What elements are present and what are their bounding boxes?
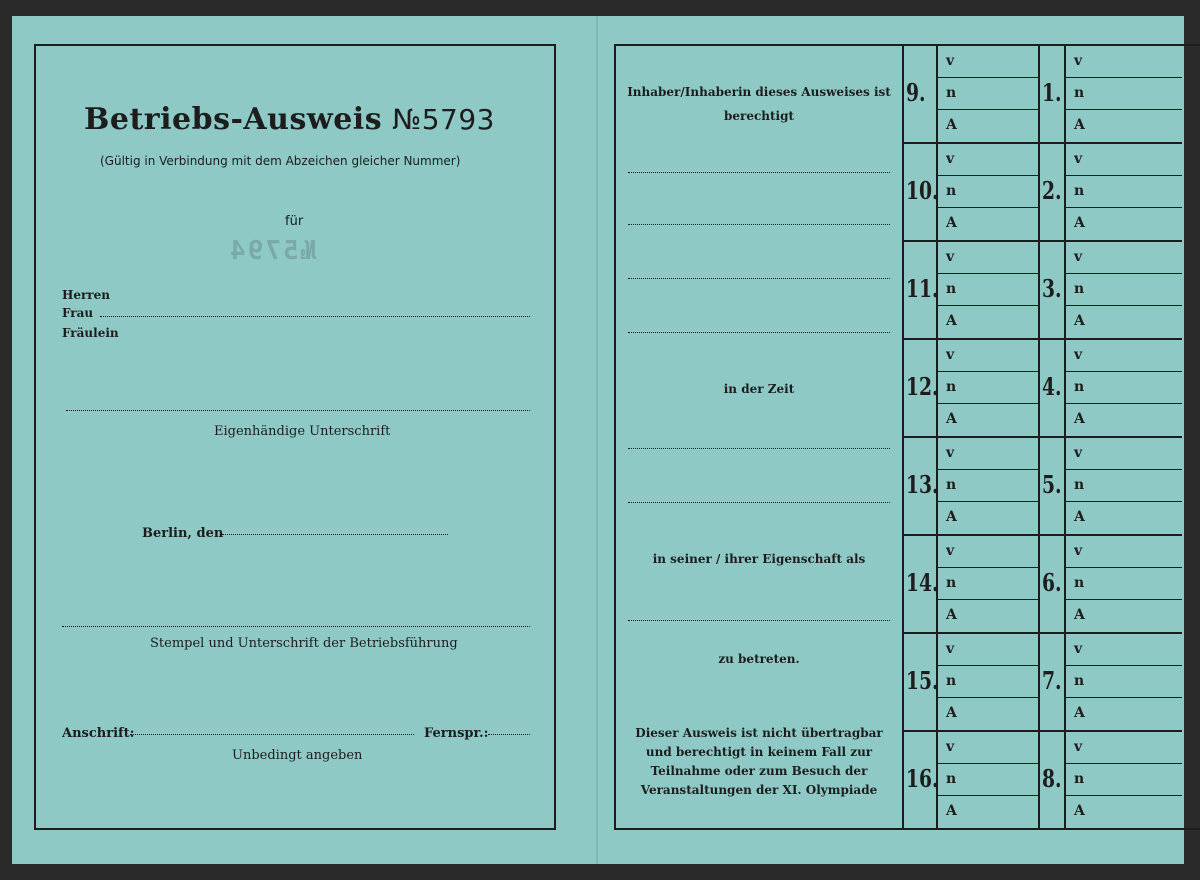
slot-right[interactable] xyxy=(1066,274,1182,306)
day-number-right: 7. xyxy=(1042,666,1062,695)
slot-label: n xyxy=(1074,183,1085,199)
slot-left[interactable] xyxy=(938,666,1038,698)
slot-left[interactable] xyxy=(938,110,1038,142)
grid-block xyxy=(902,634,1182,732)
slot-label: n xyxy=(946,281,957,297)
slot-label: A xyxy=(946,705,957,721)
slot-right[interactable] xyxy=(1066,208,1182,240)
slot-label: A xyxy=(1074,607,1085,623)
slot-label: A xyxy=(946,509,957,525)
slot-right[interactable] xyxy=(1066,764,1182,796)
grid-block xyxy=(902,732,1182,830)
day-number-left: 14. xyxy=(906,568,939,597)
slot-right[interactable] xyxy=(1066,372,1182,404)
time-line-2[interactable] xyxy=(628,502,890,503)
grid-block xyxy=(902,144,1182,242)
phone-label: Fernspr.: xyxy=(424,726,489,741)
slot-label: v xyxy=(946,151,955,167)
slot-label: A xyxy=(946,803,957,819)
slot-left[interactable] xyxy=(938,372,1038,404)
phone-line[interactable] xyxy=(488,734,530,735)
slot-left[interactable] xyxy=(938,600,1038,632)
zeit-label: in der Zeit xyxy=(723,382,795,396)
slot-label: n xyxy=(1074,281,1085,297)
slot-left[interactable] xyxy=(938,438,1038,470)
slot-right[interactable] xyxy=(1066,110,1182,142)
slot-label: v xyxy=(1074,641,1083,657)
slot-left[interactable] xyxy=(938,634,1038,666)
slot-left[interactable] xyxy=(938,404,1038,436)
stamp-line[interactable] xyxy=(62,626,530,627)
day-number-left: 10. xyxy=(906,176,939,205)
slot-right[interactable] xyxy=(1066,536,1182,568)
address-label: Anschrift: xyxy=(62,726,135,741)
slot-right[interactable] xyxy=(1066,78,1182,110)
slot-right[interactable] xyxy=(1066,176,1182,208)
grid-block xyxy=(902,438,1182,536)
olympiade-note: Dieser Ausweis ist nicht übertragbar und berechtigt in keinem Fall zur Teilnahme oder zum Besuch der Veranstaltungen der XI. Olympiade xyxy=(635,726,883,797)
day-number-right: 3. xyxy=(1042,274,1062,303)
slot-label: v xyxy=(946,739,955,755)
slot-label: A xyxy=(1074,117,1085,133)
slot-label: v xyxy=(946,347,955,363)
slot-label: v xyxy=(946,53,955,69)
grid-block xyxy=(902,242,1182,340)
title-text: Betriebs-Ausweis xyxy=(84,102,383,137)
slot-right[interactable] xyxy=(1066,438,1182,470)
slot-label: v xyxy=(1074,53,1083,69)
slot-left[interactable] xyxy=(938,144,1038,176)
slot-right[interactable] xyxy=(1066,470,1182,502)
day-number-right: 5. xyxy=(1042,470,1062,499)
slot-left[interactable] xyxy=(938,502,1038,534)
slot-right[interactable] xyxy=(1066,404,1182,436)
signature-line[interactable] xyxy=(66,410,530,411)
slot-left[interactable] xyxy=(938,78,1038,110)
slot-right[interactable] xyxy=(1066,600,1182,632)
slot-right[interactable] xyxy=(1066,306,1182,338)
fold-line xyxy=(596,16,598,864)
salutation-frau: Frau xyxy=(62,306,94,320)
subtitle: (Gültig in Verbindung mit dem Abzeichen gleicher Nummer) xyxy=(100,154,461,168)
slot-left[interactable] xyxy=(938,242,1038,274)
permission-line-1[interactable] xyxy=(628,172,890,173)
day-number-left: 16. xyxy=(906,764,939,793)
slot-label: n xyxy=(946,85,957,101)
slot-left[interactable] xyxy=(938,176,1038,208)
ticket-number: №5793 xyxy=(392,103,495,136)
slot-label: n xyxy=(946,673,957,689)
slot-left[interactable] xyxy=(938,340,1038,372)
slot-label: n xyxy=(1074,477,1085,493)
slot-right[interactable] xyxy=(1066,502,1182,534)
slot-label: n xyxy=(1074,85,1085,101)
salutation-fraeulein: Fräulein xyxy=(62,326,119,340)
slot-label: v xyxy=(946,249,955,265)
mirrored-stamp-number: №5794 xyxy=(228,236,317,266)
slot-label: n xyxy=(946,771,957,787)
betreten-label: zu betreten. xyxy=(718,652,800,666)
slot-label: A xyxy=(946,411,957,427)
slot-right[interactable] xyxy=(1066,796,1182,828)
capacity-line[interactable] xyxy=(628,620,890,621)
document-title xyxy=(84,102,524,137)
day-number-right: 2. xyxy=(1042,176,1062,205)
permission-line-3[interactable] xyxy=(628,278,890,279)
permission-line-2[interactable] xyxy=(628,224,890,225)
slot-left[interactable] xyxy=(938,698,1038,730)
slot-label: A xyxy=(946,215,957,231)
day-number-right: 1. xyxy=(1042,78,1062,107)
slot-right[interactable] xyxy=(1066,634,1182,666)
slot-label: A xyxy=(1074,803,1085,819)
slot-left[interactable] xyxy=(938,46,1038,78)
slot-label: A xyxy=(1074,705,1085,721)
slot-label: n xyxy=(946,575,957,591)
place-label: Berlin, den xyxy=(142,526,224,541)
slot-left[interactable] xyxy=(938,764,1038,796)
intro-text: Inhaber/Inhaberin dieses Ausweises ist berechtigt xyxy=(627,85,891,123)
slot-right[interactable] xyxy=(1066,732,1182,764)
day-number-left: 9. xyxy=(906,78,926,107)
grid-block xyxy=(902,340,1182,438)
slot-label: v xyxy=(1074,347,1083,363)
signature-caption: Eigenhändige Unterschrift xyxy=(214,424,391,439)
slot-label: n xyxy=(946,183,957,199)
day-number-left: 12. xyxy=(906,372,939,401)
permission-line-4[interactable] xyxy=(628,332,890,333)
stamp-caption: Stempel und Unterschrift der Betriebsführung xyxy=(150,636,458,651)
slot-left[interactable] xyxy=(938,208,1038,240)
slot-right[interactable] xyxy=(1066,568,1182,600)
slot-label: A xyxy=(1074,411,1085,427)
address-note: Unbedingt angeben xyxy=(232,748,363,763)
day-number-left: 15. xyxy=(906,666,939,695)
slot-label: n xyxy=(1074,673,1085,689)
slot-label: v xyxy=(946,543,955,559)
slot-label: v xyxy=(946,445,955,461)
slot-left[interactable] xyxy=(938,732,1038,764)
slot-label: v xyxy=(1074,151,1083,167)
slot-right[interactable] xyxy=(1066,698,1182,730)
day-number-right: 8. xyxy=(1042,764,1062,793)
slot-label: n xyxy=(1074,379,1085,395)
slot-label: v xyxy=(1074,445,1083,461)
slot-label: v xyxy=(1074,249,1083,265)
slot-label: n xyxy=(946,477,957,493)
slot-right[interactable] xyxy=(1066,242,1182,274)
slot-left[interactable] xyxy=(938,568,1038,600)
slot-label: A xyxy=(946,313,957,329)
slot-label: A xyxy=(1074,313,1085,329)
day-number-left: 13. xyxy=(906,470,939,499)
date-line[interactable] xyxy=(222,534,448,535)
slot-label: n xyxy=(1074,575,1085,591)
salutation-herren: Herren xyxy=(62,288,110,302)
address-line[interactable] xyxy=(130,734,414,735)
slot-label: v xyxy=(946,641,955,657)
slot-label: v xyxy=(1074,543,1083,559)
slot-label: A xyxy=(946,607,957,623)
time-line-1[interactable] xyxy=(628,448,890,449)
slot-right[interactable] xyxy=(1066,46,1182,78)
grid-block xyxy=(902,536,1182,634)
slot-label: A xyxy=(1074,215,1085,231)
grid-block xyxy=(902,46,1182,144)
day-number-right: 6. xyxy=(1042,568,1062,597)
slot-left[interactable] xyxy=(938,536,1038,568)
slot-label: n xyxy=(1074,771,1085,787)
slot-left[interactable] xyxy=(938,274,1038,306)
slot-label: A xyxy=(1074,509,1085,525)
slot-right[interactable] xyxy=(1066,340,1182,372)
day-number-right: 4. xyxy=(1042,372,1062,401)
slot-left[interactable] xyxy=(938,306,1038,338)
entry-grid xyxy=(902,46,1182,828)
fuer-label: für xyxy=(285,214,304,229)
slot-left[interactable] xyxy=(938,796,1038,828)
eigenschaft-label: in seiner / ihrer Eigenschaft als xyxy=(652,552,866,566)
slot-label: n xyxy=(946,379,957,395)
slot-label: A xyxy=(946,117,957,133)
slot-right[interactable] xyxy=(1066,144,1182,176)
slot-right[interactable] xyxy=(1066,666,1182,698)
slot-label: v xyxy=(1074,739,1083,755)
name-line[interactable] xyxy=(100,316,530,317)
day-number-left: 11. xyxy=(906,274,939,303)
slot-left[interactable] xyxy=(938,470,1038,502)
